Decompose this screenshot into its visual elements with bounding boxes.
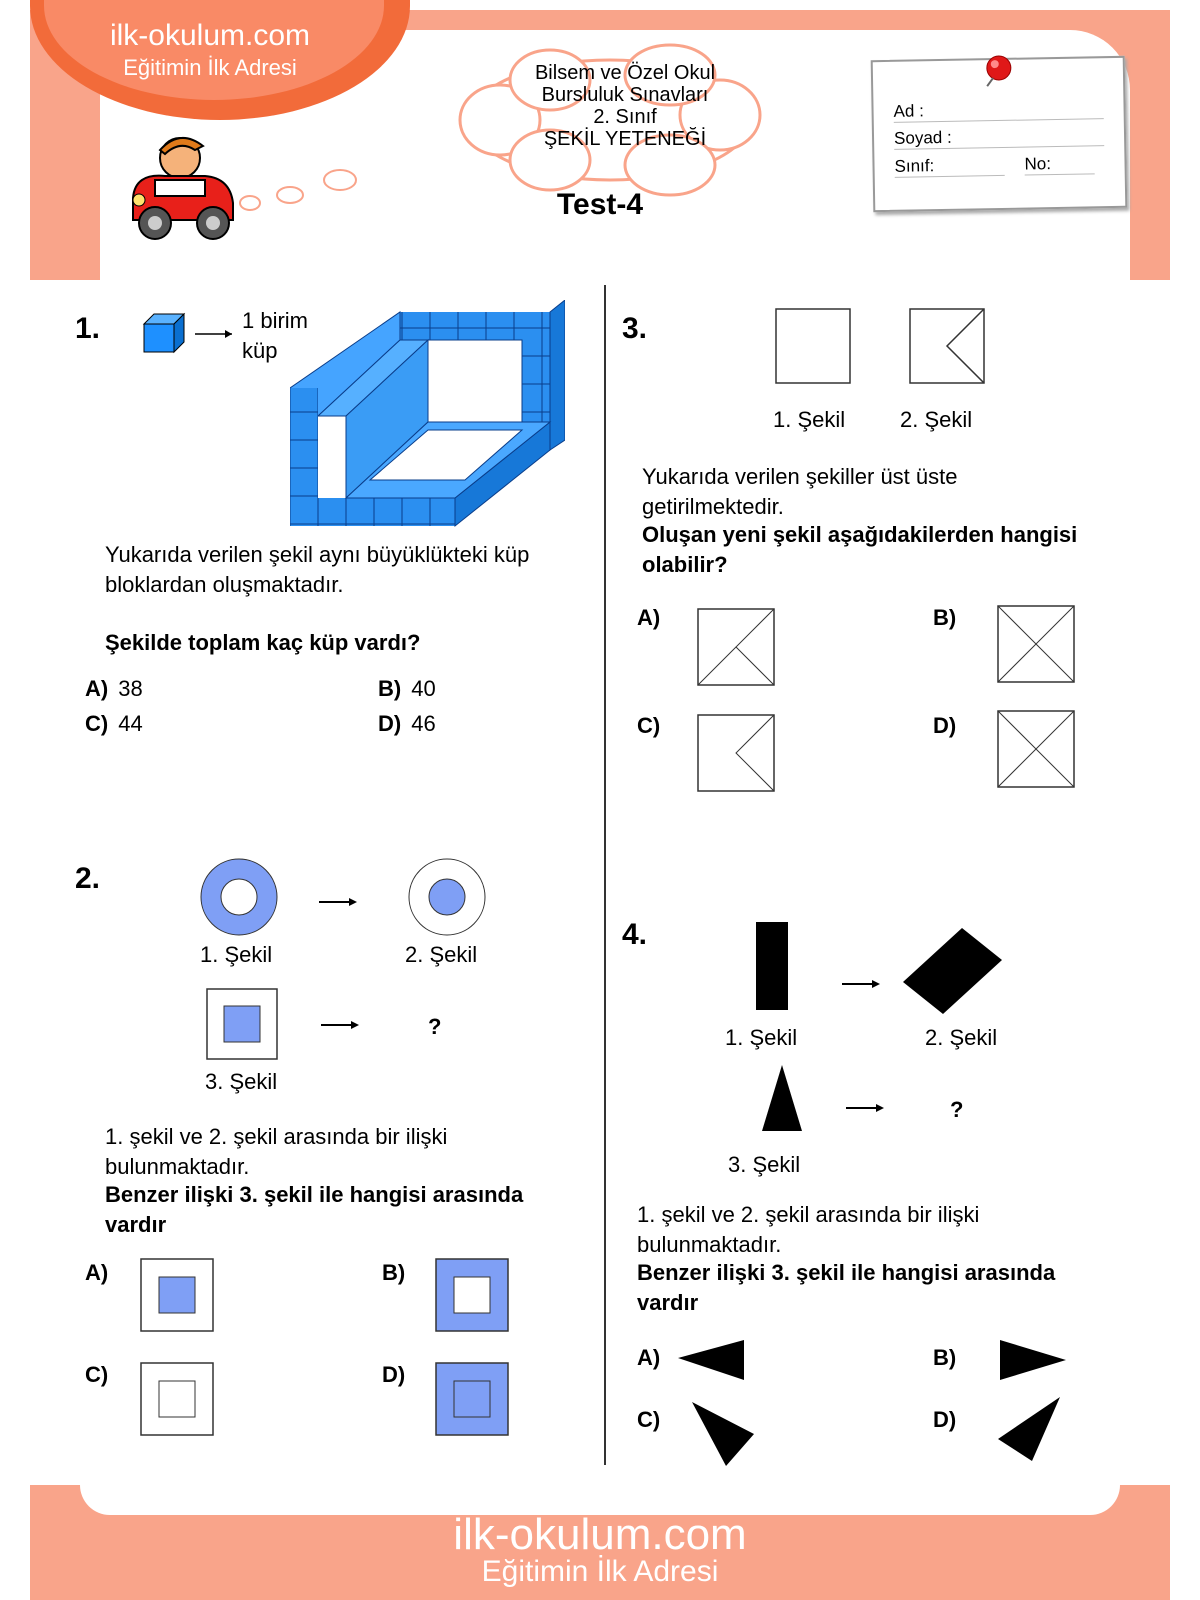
q2-fig3-label: 3. Şekil — [205, 1069, 278, 1094]
exam-info — [480, 62, 770, 150]
cube-frame-figure — [290, 300, 565, 535]
q2-option-a-label[interactable]: A) — [85, 1260, 109, 1285]
option-value: 38 — [118, 676, 143, 701]
q2-option-a-figure[interactable] — [140, 1258, 214, 1332]
exam-info-line: ŞEKİL YETENEĞİ — [543, 128, 707, 150]
q4-fig2-label: 2. Şekil — [925, 1025, 998, 1050]
q2-option-d-figure[interactable] — [435, 1362, 509, 1436]
q4-option-b-figure[interactable] — [998, 1338, 1070, 1382]
option-value: 44 — [118, 711, 143, 736]
q1-question: Şekilde toplam kaç küp vardı? — [105, 630, 421, 655]
q4-fig3-label: 3. Şekil — [728, 1152, 801, 1177]
q3-fig1-label: 1. Şekil — [773, 407, 846, 432]
q2-third-figure — [205, 987, 365, 1063]
q2-unknown: ? — [428, 1014, 442, 1039]
q2-fig2-label: 2. Şekil — [405, 942, 478, 967]
q3-number: 3. — [622, 312, 648, 345]
q3-top-figures — [775, 308, 990, 388]
q4-option-c-label[interactable]: C) — [637, 1407, 661, 1432]
logo-subtitle: Eğitimin İlk Adresi — [123, 55, 297, 80]
q3-text: Yukarıda verilen şekiller üst üste getirilmektedir. — [642, 464, 958, 519]
q4-third-figure — [760, 1063, 900, 1133]
q1-option-a[interactable] — [85, 676, 143, 702]
exam-info-line: Bursluluk Sınavları — [541, 84, 709, 106]
q4-option-d-figure[interactable] — [996, 1395, 1066, 1467]
column-divider — [604, 285, 606, 1465]
class-field[interactable]: Sınıf: — [894, 155, 1004, 178]
footer-subtitle: Eğitimin İlk Adresi — [481, 1555, 719, 1588]
q2-question: Benzer ilişki 3. şekil ile hangisi arasında vardır — [105, 1182, 524, 1237]
q2-option-c-label[interactable]: C) — [85, 1362, 109, 1387]
q4-option-d-label[interactable]: D) — [933, 1407, 957, 1432]
q1-text: Yukarıda verilen şekil aynı büyüklükteki küp bloklardan oluşmaktadır. — [105, 542, 530, 597]
name-card — [871, 56, 1128, 212]
option-letter: A) — [85, 676, 109, 701]
surname-field[interactable]: Soyad : — [894, 125, 1104, 150]
q4-top-figures — [740, 920, 1010, 1015]
option-letter: C) — [85, 711, 109, 736]
q3-option-a-figure[interactable] — [697, 608, 777, 688]
number-field[interactable]: No: — [1024, 153, 1094, 175]
q2-text: 1. şekil ve 2. şekil arasında bir ilişki bulunmaktadır. — [105, 1124, 448, 1179]
q4-unknown: ? — [950, 1097, 964, 1122]
q4-question: Benzer ilişki 3. şekil ile hangisi arasında vardır — [637, 1260, 1056, 1315]
q2-fig1-label: 1. Şekil — [200, 942, 273, 967]
q1-number: 1. — [75, 312, 101, 345]
exam-info-line: 2. Sınıf — [593, 106, 657, 128]
exam-info-line: Bilsem ve Özel Okul — [534, 62, 716, 84]
q4-text: 1. şekil ve 2. şekil arasında bir ilişki bulunmaktadır. — [637, 1202, 980, 1257]
q2-option-b-label[interactable]: B) — [382, 1260, 406, 1285]
q1-option-d[interactable] — [378, 711, 436, 737]
option-letter: D) — [378, 711, 402, 736]
option-value: 40 — [411, 676, 436, 701]
q1-option-c[interactable] — [85, 711, 143, 737]
q3-option-a-label[interactable]: A) — [637, 605, 661, 630]
q4-option-a-figure[interactable] — [676, 1338, 748, 1382]
q3-option-b-label[interactable]: B) — [933, 605, 957, 630]
q4-option-c-figure[interactable] — [690, 1400, 760, 1470]
q4-number: 4. — [622, 918, 648, 951]
q2-option-b-figure[interactable] — [435, 1258, 509, 1332]
cartoon-car-icon — [125, 128, 240, 248]
q4-fig1-label: 1. Şekil — [725, 1025, 798, 1050]
unit-label: küp — [242, 338, 278, 363]
q3-option-d-label[interactable]: D) — [933, 713, 957, 738]
q3-option-d-figure[interactable] — [997, 710, 1077, 790]
option-letter: B) — [378, 676, 402, 701]
unit-label: 1 birim — [242, 308, 309, 333]
name-field[interactable]: Ad : — [893, 98, 1103, 123]
q3-option-c-label[interactable]: C) — [637, 713, 661, 738]
option-value: 46 — [411, 711, 436, 736]
q3-option-c-figure[interactable] — [697, 714, 777, 794]
q2-option-c-figure[interactable] — [140, 1362, 214, 1436]
pushpin-icon — [981, 52, 1022, 93]
footer-title[interactable]: ilk-okulum.com — [453, 1510, 747, 1559]
q2-top-figures — [195, 857, 495, 942]
test-title: Test-4 — [556, 188, 644, 221]
q3-question: Oluşan yeni şekil aşağıdakilerden hangisi olabilir? — [642, 522, 1078, 577]
q4-option-b-label[interactable]: B) — [933, 1345, 957, 1370]
q2-option-d-label[interactable]: D) — [382, 1362, 406, 1387]
q3-option-b-figure[interactable] — [997, 605, 1077, 685]
q3-fig2-label: 2. Şekil — [900, 407, 973, 432]
q1-option-b[interactable] — [378, 676, 436, 702]
q2-number: 2. — [75, 862, 101, 895]
q4-option-a-label[interactable]: A) — [637, 1345, 661, 1370]
unit-cube-icon — [140, 310, 240, 360]
logo-title[interactable]: ilk-okulum.com — [109, 19, 311, 52]
